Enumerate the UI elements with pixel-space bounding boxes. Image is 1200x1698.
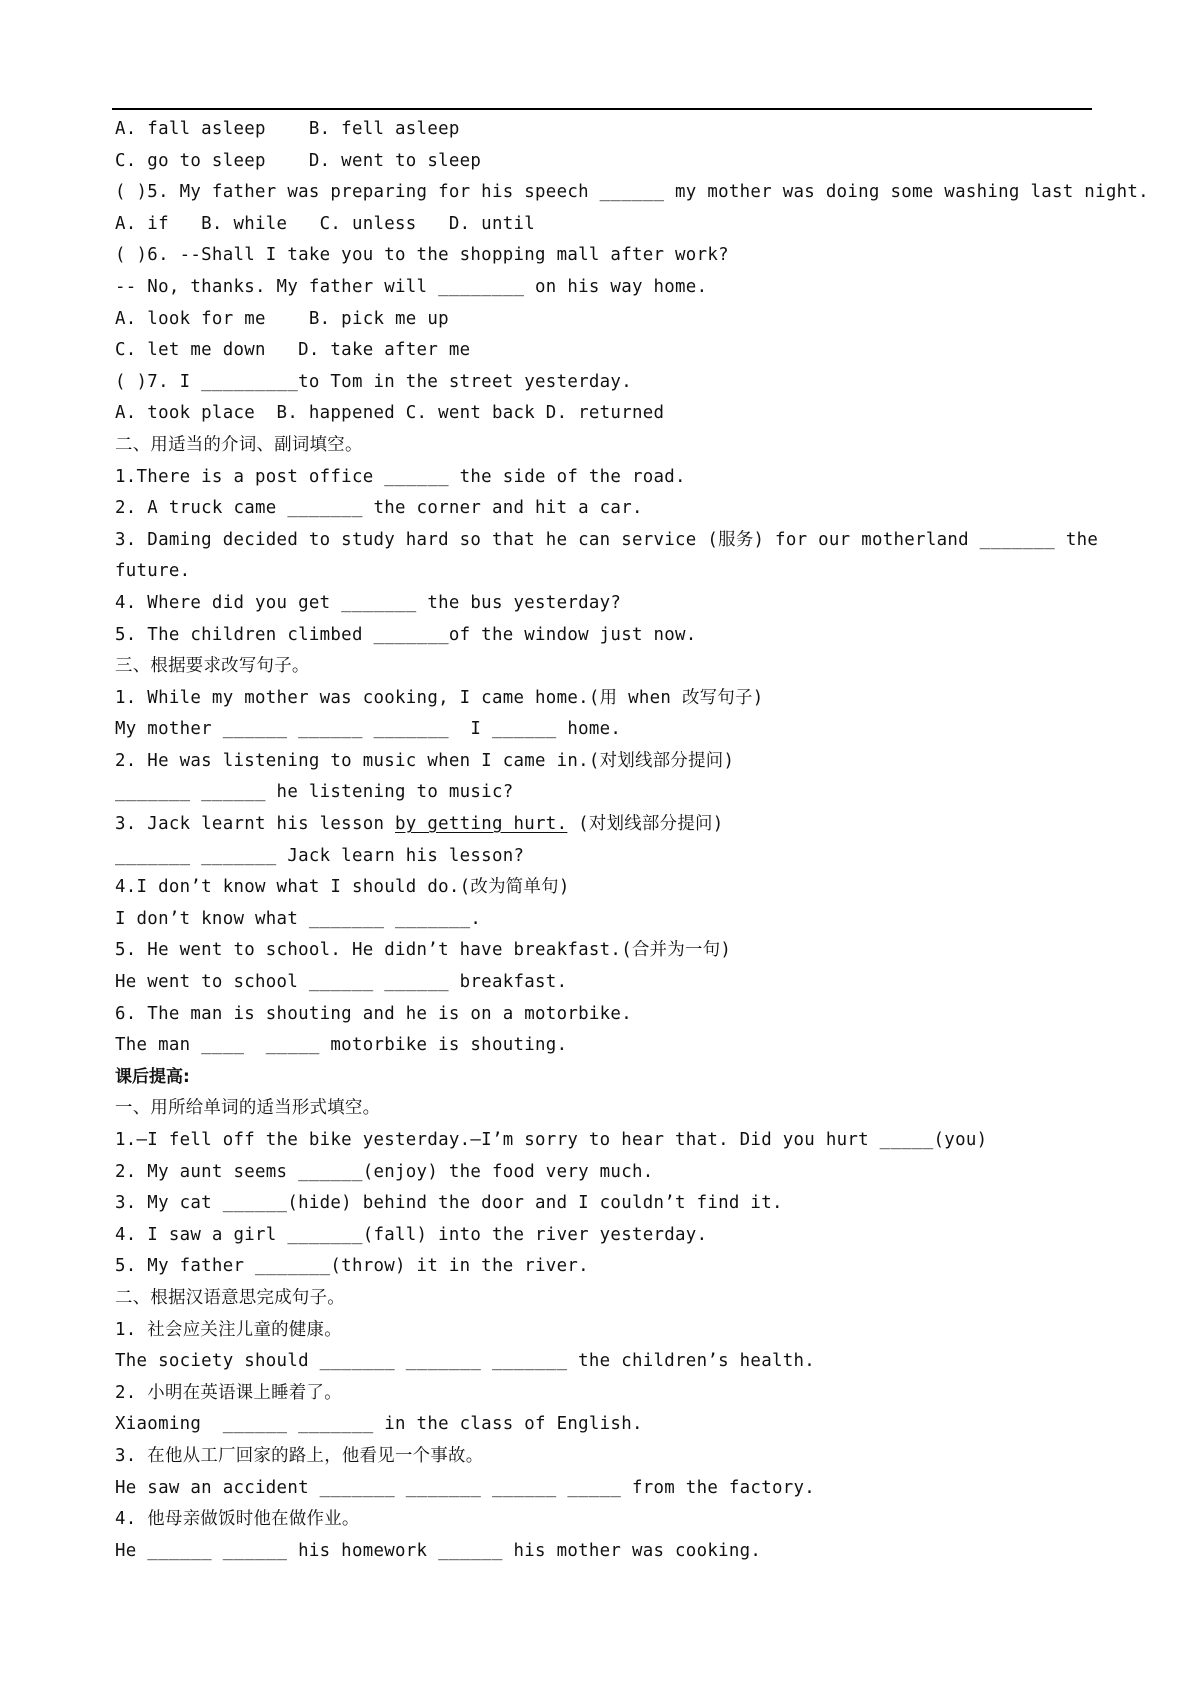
option-line: C. let me down D. take after me <box>115 340 471 361</box>
header-rule <box>112 108 1092 110</box>
question-text: 3. Jack learnt his lesson <box>115 814 396 835</box>
option-line: C. go to sleep D. went to sleep <box>115 150 482 171</box>
answer-line: The man ____ _____ motorbike is shouting. <box>115 1035 568 1056</box>
question-7: ( )7. I _________to Tom in the street yesterday. <box>115 371 632 392</box>
option-line: A. if B. while C. unless D. until <box>115 213 536 234</box>
option-line: A. took place B. happened C. went back D. returned <box>115 403 665 424</box>
question-line: 6. The man is shouting and he is on a motorbike. <box>115 1003 632 1024</box>
question-line: 4. 他母亲做饭时他在做作业。 <box>115 1509 360 1530</box>
question-line: 3. Daming decided to study hard so that he can service (服务) for our motherland _______ the <box>115 529 1099 550</box>
answer-line: _______ _______ Jack learn his lesson? <box>115 845 525 866</box>
answer-line: He went to school ______ ______ breakfast. <box>115 972 568 993</box>
question-line: 2. My aunt seems ______(enjoy) the food very much. <box>115 1161 654 1182</box>
answer-line: My mother ______ ______ _______ I ______ home. <box>115 719 622 740</box>
section-heading: 二、用适当的介词、副词填空。 <box>115 434 363 455</box>
question-5: ( )5. My father was preparing for his speech ______ my mother was doing some washing last night. <box>115 182 1149 203</box>
section-title: 课后提高: <box>115 1066 190 1087</box>
question-line: 1.—I fell off the bike yesterday.—I’m sorry to hear that. Did you hurt _____(you) <box>115 1130 988 1150</box>
question-line <box>115 809 1105 841</box>
question-line: 4. I saw a girl _______(fall) into the river yesterday. <box>115 1224 708 1245</box>
worksheet-content <box>115 114 1149 1567</box>
answer-line: The society should _______ _______ _______ the children’s health. <box>115 1351 816 1372</box>
option-line: A. fall asleep B. fell asleep <box>115 119 460 139</box>
question-line: -- No, thanks. My father will ________ on his way home. <box>115 276 708 297</box>
section-heading: 二、根据汉语意思完成句子。 <box>115 1287 345 1308</box>
section-heading: 三、根据要求改写句子。 <box>115 656 310 677</box>
question-line: 4. Where did you get _______ the bus yesterday? <box>115 592 622 613</box>
underlined-phrase: by getting hurt. <box>395 814 568 835</box>
question-line: 2. A truck came _______ the corner and hit a car. <box>115 498 643 519</box>
answer-line: _______ ______ he listening to music? <box>115 782 514 803</box>
question-line: future. <box>115 561 191 582</box>
question-line: 1.There is a post office ______ the side of the road. <box>115 466 686 487</box>
answer-line: He saw an accident _______ _______ ______ _____ from the factory. <box>115 1477 816 1498</box>
section-heading: 一、用所给单词的适当形式填空。 <box>115 1098 381 1119</box>
question-line: 5. My father _______(throw) it in the river. <box>115 1256 589 1277</box>
option-line: A. look for me B. pick me up <box>115 308 449 329</box>
answer-line: He ______ ______ his homework ______ his mother was cooking. <box>115 1540 762 1561</box>
answer-line: I don’t know what _______ _______. <box>115 908 482 929</box>
answer-line: Xiaoming ______ _______ in the class of English. <box>115 1414 643 1435</box>
question-line: 3. My cat ______(hide) behind the door and I couldn’t find it. <box>115 1193 783 1214</box>
question-line: 1. While my mother was cooking, I came home.(用 when 改写句子) <box>115 687 764 708</box>
question-6: ( )6. --Shall I take you to the shopping mall after work? <box>115 245 729 266</box>
question-line: 4.I don’t know what I should do.(改为简单句) <box>115 877 570 898</box>
question-line: 2. 小明在英语课上睡着了。 <box>115 1382 342 1403</box>
question-line: 1. 社会应关注儿童的健康。 <box>115 1319 342 1340</box>
question-line: 5. The children climbed _______of the window just now. <box>115 624 697 645</box>
question-instruction: (对划线部分提问) <box>567 814 724 835</box>
question-line: 5. He went to school. He didn’t have breakfast.(合并为一句) <box>115 940 732 961</box>
question-line: 2. He was listening to music when I came in.(对划线部分提问) <box>115 750 735 771</box>
question-line: 3. 在他从工厂回家的路上，他看见一个事故。 <box>115 1445 484 1466</box>
